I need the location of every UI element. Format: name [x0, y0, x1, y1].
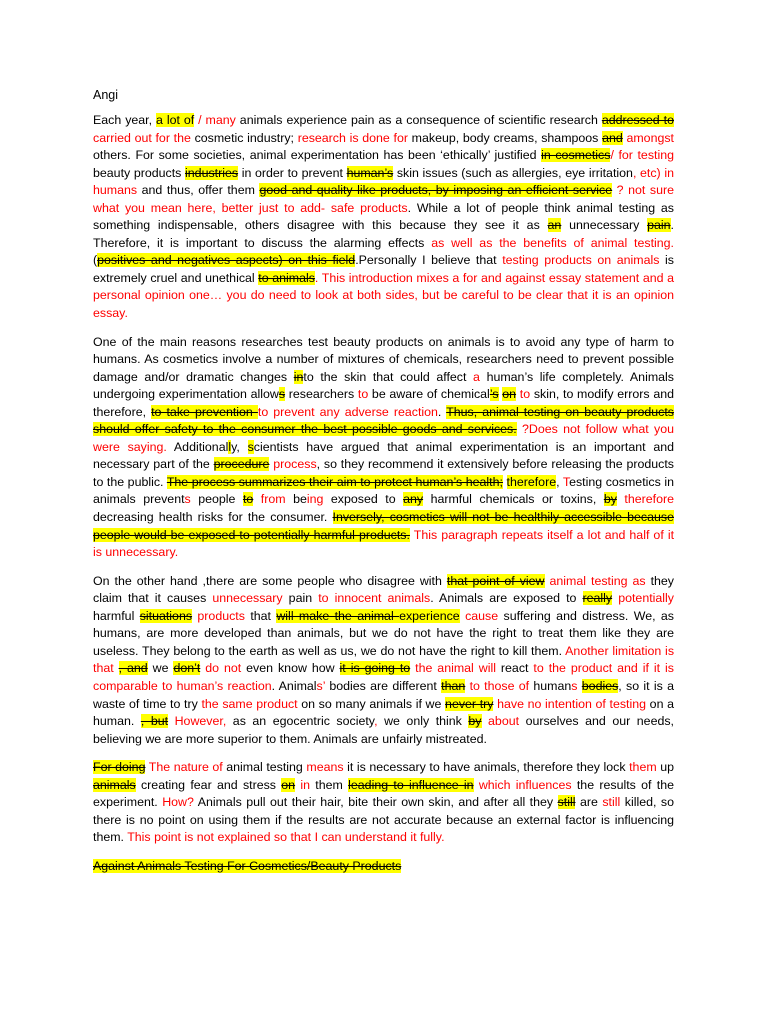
- text-run: we: [147, 661, 174, 676]
- highlighted-text: experience: [399, 608, 460, 623]
- text-run: ,: [556, 474, 563, 489]
- deleted-text: never try: [445, 696, 494, 711]
- paragraph: [93, 759, 674, 847]
- deleted-text: by: [468, 714, 482, 729]
- correction-text: testing products on animals: [502, 253, 660, 268]
- correction-text: to innocent animals: [318, 591, 431, 606]
- deleted-text: really: [582, 591, 613, 606]
- highlighted-text: l: [228, 439, 232, 454]
- deleted-text: an: [547, 218, 562, 233]
- deleted-text: on: [502, 387, 517, 402]
- text-run: Animals pull out their hair, bite their own skin, and after all they: [193, 795, 558, 810]
- text-run: pain: [282, 591, 319, 606]
- correction-text: ,: [374, 714, 378, 729]
- text-run: even know how: [241, 661, 340, 676]
- text-run: it is necessary to have animals, therefore they lock: [343, 760, 630, 775]
- deleted-text: by: [603, 492, 617, 507]
- deleted-text: that point of view: [446, 573, 545, 588]
- text-run: ourselves and our needs, believing we are more superior to them. Animals are unfairly mistreated.: [93, 714, 674, 746]
- text-run: harmful chemicals or toxins,: [423, 492, 604, 507]
- text-run: are: [575, 795, 603, 810]
- correction-text: do not: [200, 661, 242, 676]
- text-run: on a human.: [93, 696, 674, 729]
- deleted-text: positives and negatives aspects) on this field: [97, 253, 356, 268]
- correction-text: products: [192, 608, 245, 623]
- correction-text: to: [516, 387, 531, 402]
- text-run: researchers: [285, 387, 358, 402]
- deleted-text: good and quality like products, by imposing an efficient service: [259, 183, 613, 198]
- deleted-text: in cosmetics: [541, 148, 611, 163]
- correction-text: ? not sure what you mean here, better just to add- safe products: [93, 183, 674, 215]
- correction-text: a: [473, 369, 480, 384]
- deleted-text: s: [278, 387, 286, 402]
- correction-text: unnecessary: [212, 591, 283, 606]
- correction-text: Another limitation is that: [93, 643, 675, 676]
- correction-text: / for testing: [610, 148, 674, 163]
- text-run: human: [529, 678, 572, 693]
- text-run: decreasing health risks for the consumer.: [93, 510, 333, 525]
- text-run: , so they recommend it extensively before releasing the products to the public.: [93, 457, 674, 489]
- correction-text: the animal will: [410, 661, 496, 676]
- text-run: people: [190, 492, 243, 507]
- deleted-text: ’s: [489, 387, 499, 402]
- text-run: cosmetic industry;: [190, 130, 298, 145]
- correction-text: / many: [194, 113, 236, 127]
- correction-text: process: [269, 457, 317, 472]
- text-run: in order to prevent: [238, 165, 347, 180]
- text-run: harmful: [93, 608, 140, 623]
- deleted-text: will make the animal: [276, 608, 400, 623]
- text-run: animals experience pain as a consequence of scientific research: [235, 113, 602, 127]
- text-run: .Personally I believe that: [355, 253, 503, 268]
- deleted-text: and: [602, 130, 623, 145]
- deleted-text: For doing: [93, 760, 146, 775]
- text-run: skin issues (such as allergies, eye irritation: [393, 165, 633, 180]
- text-run: suffering and distress. We, as humans, are more developed than animals, but we do not have the right to treat them like they are useless. They belong to the earth as well as us, we do not have the right to kill them.: [93, 608, 674, 658]
- text-run: On the other hand ,there are some people who disagree with: [93, 573, 447, 588]
- text-run: [503, 475, 507, 489]
- correction-text: therefore: [616, 492, 674, 507]
- text-run: be: [285, 492, 307, 507]
- deleted-text: pain: [647, 218, 671, 233]
- deleted-text: don’t: [173, 661, 201, 676]
- text-run: . While a lot of people think animal testing as something indispensable, others disagree with this because they see it as: [93, 200, 674, 233]
- deleted-text: industries: [185, 165, 239, 180]
- deleted-text: animals: [93, 777, 136, 792]
- correction-text: from: [253, 492, 286, 507]
- deleted-text: it is going to: [339, 661, 411, 676]
- text-run: esting cosmetics in animals prevent: [93, 474, 674, 507]
- correction-text: animal testing as: [544, 573, 646, 588]
- text-run: y,: [231, 439, 248, 454]
- text-run: Each year,: [93, 113, 156, 127]
- text-run: , so it is a waste of time to try: [93, 678, 674, 711]
- text-run: and thus, offer them: [137, 183, 260, 198]
- text-run: skin, to modify errors and therefore,: [93, 387, 674, 419]
- correction-text: s: [571, 678, 578, 693]
- correction-text: to the product and if it is comparable to human’s reaction: [93, 661, 675, 693]
- text-run: Additional: [166, 439, 229, 454]
- highlighted-text: therefore: [506, 474, 557, 489]
- correction-text: s’: [316, 678, 326, 693]
- correction-text: still: [602, 795, 621, 810]
- text-run: unnecessary: [561, 218, 648, 233]
- deleted-text: Against Animals Testing For Cosmetics/Beauty Products: [93, 858, 402, 873]
- text-run: . Animals are exposed to: [430, 591, 583, 606]
- correction-text: to those of: [465, 678, 530, 693]
- text-run: react: [495, 661, 534, 676]
- correction-text: ing: [306, 492, 324, 507]
- correction-text: as well as the benefits of animal testing.: [431, 235, 674, 250]
- text-run: we only think: [377, 714, 469, 729]
- correction-text: This paragraph repeats itself a lot and half of it is unnecessary.: [93, 527, 675, 560]
- text-run: that: [244, 608, 277, 623]
- text-run: the results of the experiment.: [93, 777, 674, 810]
- text-run: they claim that it causes: [93, 573, 675, 606]
- text-run: human’s life completely. Animals undergoing experimentation allow: [93, 369, 674, 402]
- text-run: makeup, body creams, shampoos: [407, 130, 603, 145]
- closing-title: [93, 858, 674, 876]
- deleted-text: still: [557, 795, 576, 810]
- deleted-text: , but: [140, 714, 169, 729]
- correction-text: means: [306, 760, 344, 775]
- deleted-text: human’s: [346, 165, 394, 180]
- paragraph: [93, 112, 674, 323]
- text-run: to the skin that could affect: [303, 369, 474, 384]
- correction-text: amongst: [622, 130, 674, 145]
- correction-text: . This introduction mixes a for and against essay statement and a personal opinion one… you do need to look at both sides, but be careful to be clear that it is an opinion essay.: [93, 270, 674, 321]
- correction-text: in humans: [93, 165, 674, 198]
- text-run: animal testing: [222, 760, 307, 775]
- author-name: Angi: [93, 88, 119, 102]
- correction-text: them: [629, 760, 657, 775]
- correction-text: ?Does not follow what you were saying.: [93, 422, 674, 454]
- deleted-text: any: [403, 492, 424, 507]
- correction-text: have no intention of testing: [493, 696, 647, 711]
- correction-text: to prevent any adverse reaction: [257, 404, 438, 419]
- deleted-text: on: [281, 777, 296, 792]
- text-run: beauty products: [93, 165, 186, 180]
- text-run: . Animal: [271, 678, 317, 693]
- correction-text: s: [184, 492, 191, 507]
- deleted-text: Thus, animal testing on beauty products should offer safety to the consumer the best possible goods and services.: [93, 404, 674, 437]
- correction-text: , etc): [632, 165, 661, 180]
- deleted-text: than: [441, 678, 466, 693]
- text-run: One of the main reasons researches test beauty products on animals is to avoid any type of harm to humans. As cosmetics involve a number of mixtures of chemicals, researchers need to prevent possible damage and/or dramatic changes: [93, 334, 674, 384]
- text-run: others. For some societies, animal experimentation has been ‘ethically’ justified: [93, 148, 542, 163]
- text-run: killed, so there is no point on using them if the results are not accurate because an external factor is influencing them.: [93, 795, 674, 845]
- correction-text: to: [357, 387, 369, 402]
- correction-text: The nature of: [145, 760, 223, 775]
- deleted-text: situations: [139, 608, 193, 623]
- deleted-text: Inversely, cosmetics will not be healthily accessible because people would be exposed to potentially harmful products.: [93, 510, 674, 542]
- correction-text: which influences: [473, 777, 572, 792]
- text-run: cientists have argued that animal experimentation is an important and necessary part of the: [93, 439, 675, 472]
- deleted-text: to animals: [258, 270, 315, 285]
- text-run: .: [437, 404, 447, 419]
- text-run: them: [310, 777, 349, 792]
- deleted-text: The process summarizes their aim to protect human’s health;: [166, 474, 503, 489]
- correction-text: in: [295, 777, 311, 792]
- text-run: (: [93, 253, 98, 268]
- correction-text: cause: [459, 608, 499, 623]
- deleted-text: bodies: [581, 678, 619, 693]
- text-run: on so many animals if we: [297, 696, 446, 711]
- text-run: as an egocentric society: [226, 714, 375, 729]
- deleted-text: , and: [118, 661, 148, 676]
- deleted-text: leading to influence in: [348, 777, 474, 792]
- correction-text: This point is not explained so that I can understand it fully.: [127, 830, 445, 845]
- correction-text: However,: [168, 714, 227, 729]
- deleted-text: in: [293, 369, 304, 384]
- correction-text: potentially: [612, 591, 674, 606]
- text-run: up: [656, 760, 674, 775]
- correction-text: T: [562, 474, 570, 489]
- deleted-text: procedure: [213, 457, 270, 472]
- deleted-text: to take prevention: [151, 404, 258, 419]
- paragraph: [93, 334, 674, 562]
- essay-body: [93, 112, 674, 847]
- text-run: be aware of chemical: [368, 387, 490, 402]
- text-run: . Therefore, it is important to discuss the alarming effects: [93, 218, 674, 250]
- deleted-text: addressed to: [601, 113, 674, 127]
- text-run: bodies are different: [325, 678, 442, 693]
- correction-text: research is done for: [297, 130, 408, 145]
- correction-text: the same product: [201, 696, 298, 711]
- correction-text: carried out for the: [93, 130, 191, 145]
- text-run: exposed to: [323, 492, 404, 507]
- text-run: creating fear and stress: [135, 777, 282, 792]
- highlighted-text: s: [247, 439, 254, 454]
- text-run: is extremely cruel and unethical: [93, 253, 674, 285]
- paragraph: [93, 573, 674, 748]
- correction-text: about: [481, 714, 520, 729]
- correction-text: How?: [162, 795, 194, 810]
- deleted-text: to: [242, 492, 254, 507]
- highlighted-text: a lot of: [156, 113, 195, 127]
